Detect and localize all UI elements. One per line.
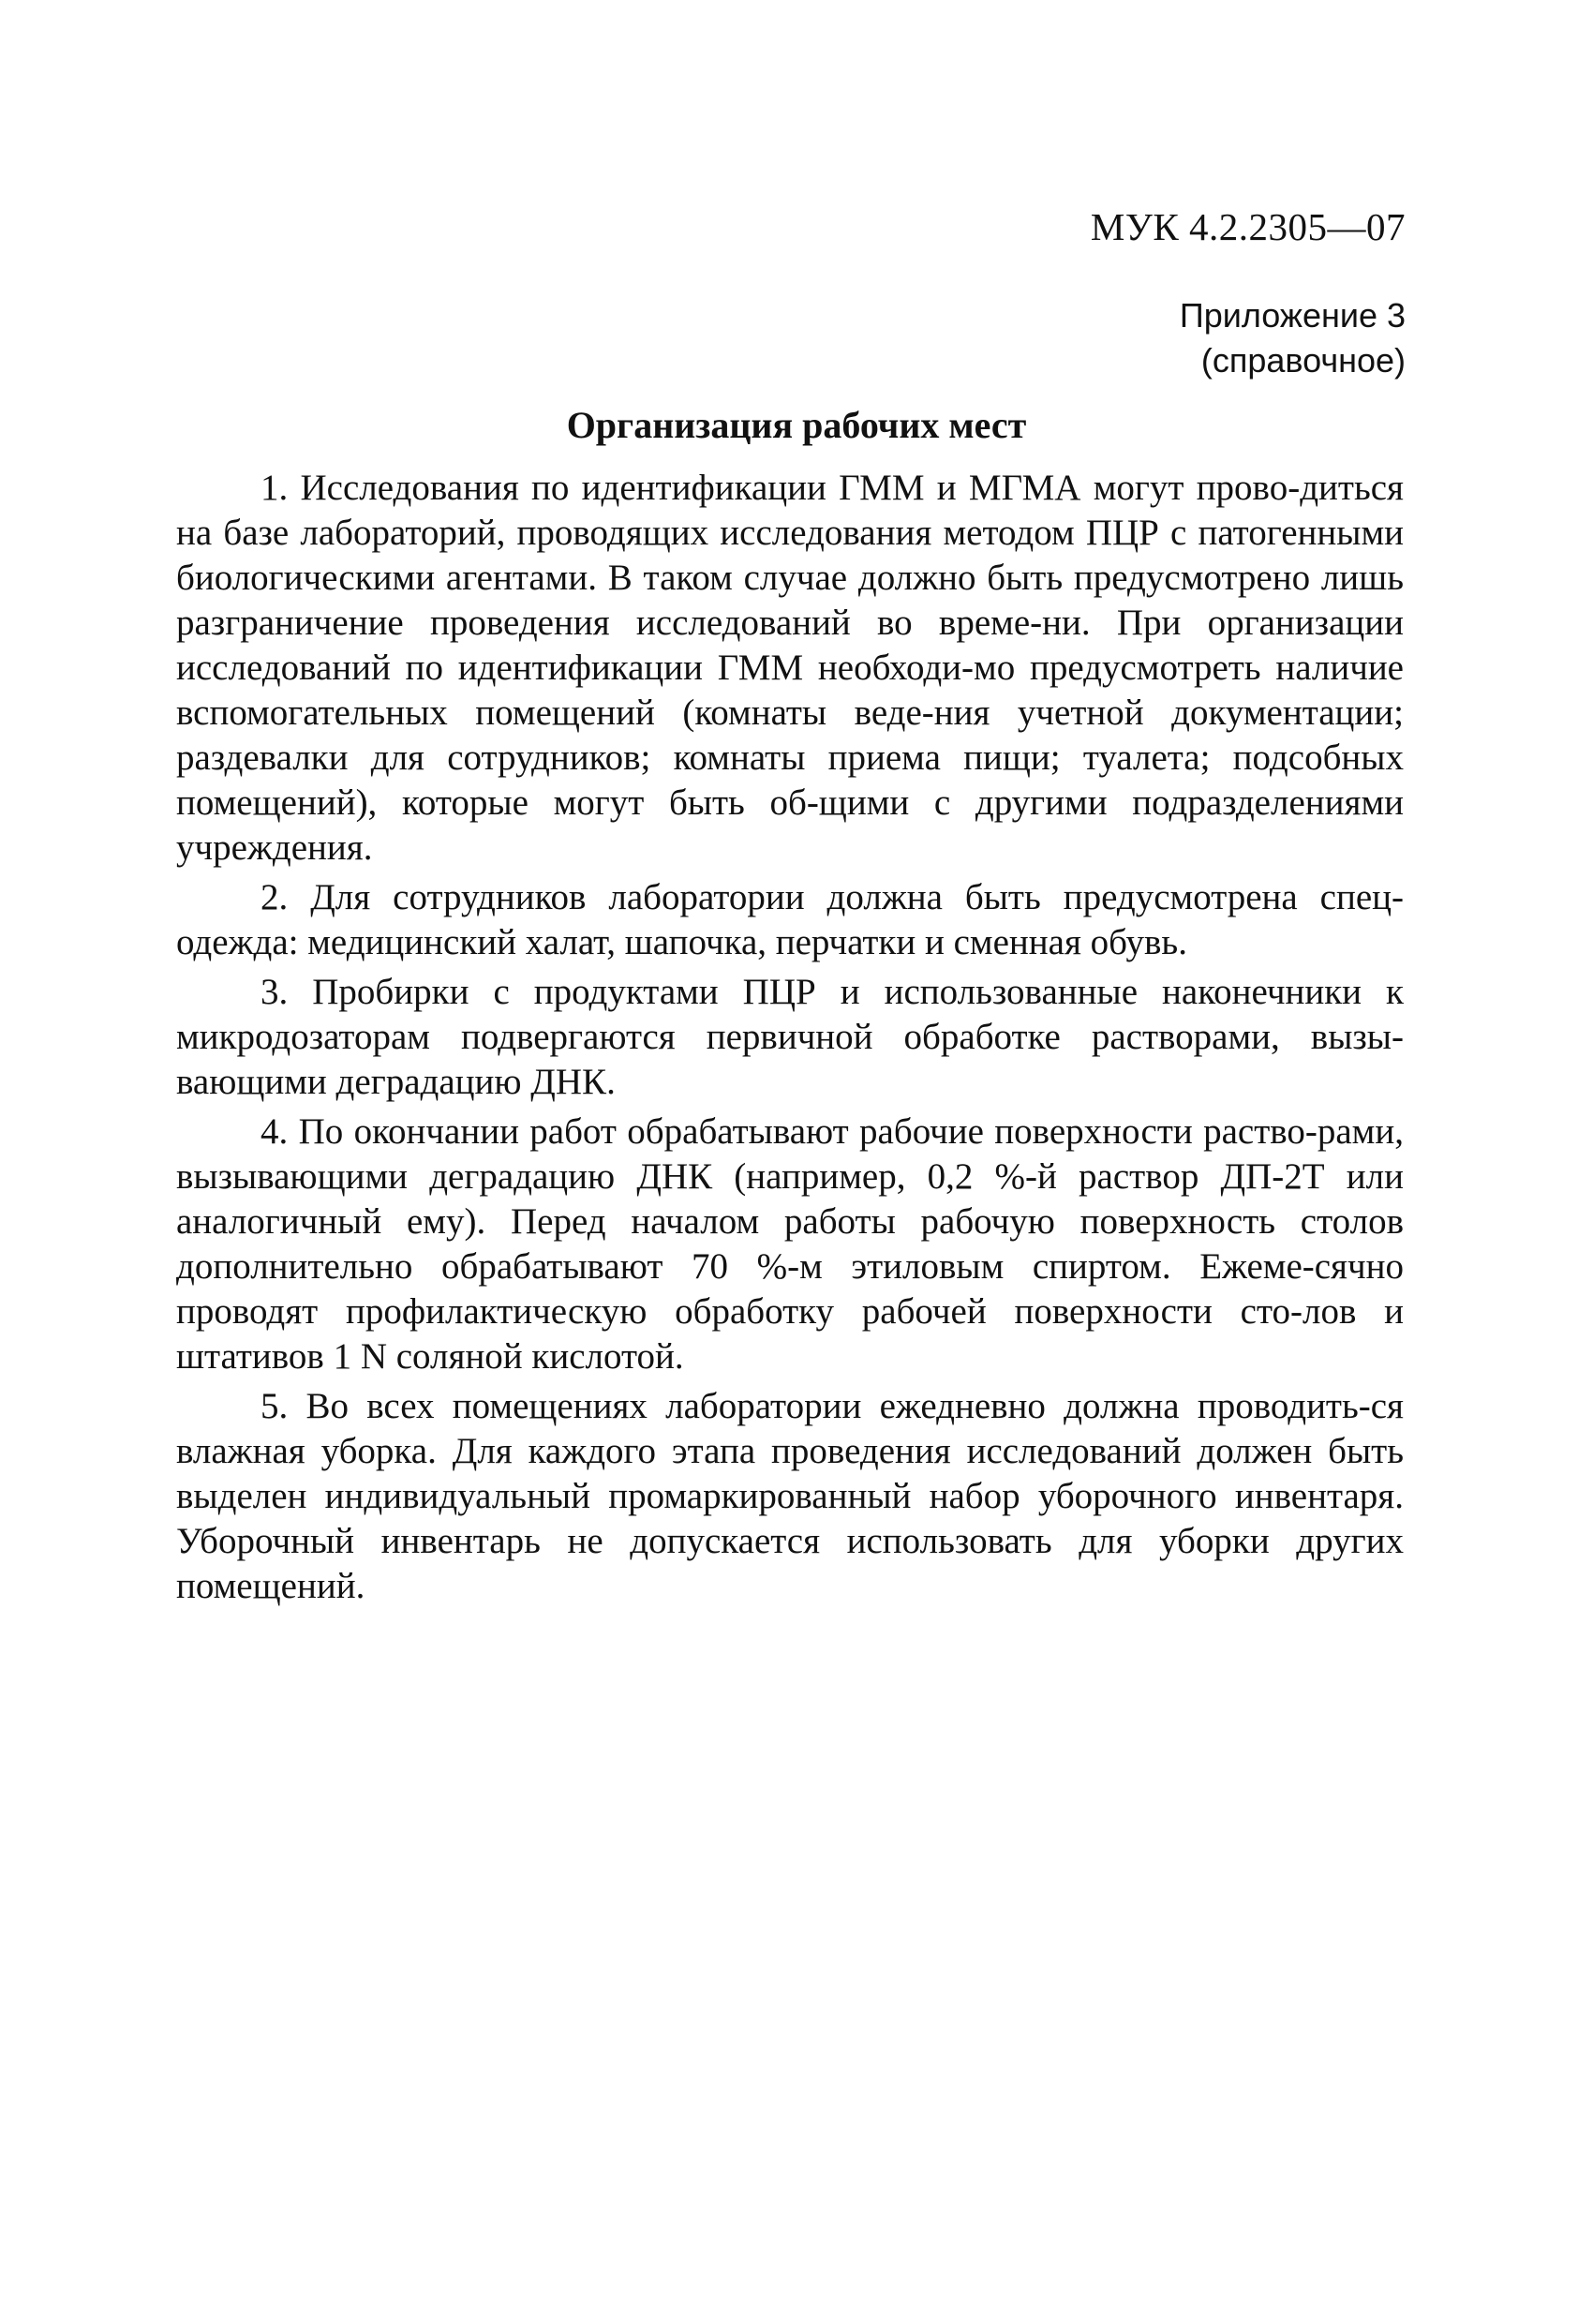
paragraph-2: 2. Для сотрудников лаборатории должна быть предусмотрена спец-одежда: медицинский халат, шапочка, перчатки и сменная обувь. <box>176 877 1404 962</box>
body-text <box>176 466 1404 1614</box>
paragraph-5: 5. Во всех помещениях лаборатории ежедневно должна проводить-ся влажная уборка. Для каждого этапа проведения исследований должен быть выделен индивидуальный промаркированный набор уборочного инвентаря. Уборочный инвентарь не допускается использовать для уборки других помещений. <box>176 1386 1404 1606</box>
appendix-label <box>1180 293 1406 383</box>
paragraph-4: 4. По окончании работ обрабатывают рабочие поверхности раство-рами, вызывающими деградацию ДНК (например, 0,2 %-й раствор ДП-2Т или аналогичный ему). Перед началом работы рабочую поверхность столов дополнительно обрабатывают 70 %-м этиловым спиртом. Ежеме-сячно проводят профилактическую обработку рабочей поверхности сто-лов и штативов 1 N соляной кислотой. <box>176 1111 1404 1377</box>
paragraph-1: 1. Исследования по идентификации ГММ и МГМА могут прово-диться на базе лабораторий, проводящих исследования методом ПЦР с патогенными биологическими агентами. В таком случае должно быть предусмотрено лишь разграничение проведения исследований во време-ни. При организации исследований по идентификации ГММ необходи-мо предусмотреть наличие вспомогательных помещений (комнаты веде-ния учетной документации; раздевалки для сотрудников; комнаты приема пищи; туалета; подсобных помещений), которые могут быть об-щими с другими подразделениями учреждения. <box>176 468 1404 868</box>
appendix-number: Приложение 3 <box>1179 296 1406 335</box>
paragraph-3: 3. Пробирки с продуктами ПЦР и использованные наконечники к микродозаторам подвергаются первичной обработке растворами, вызы-вающими деградацию ДНК. <box>176 972 1404 1102</box>
document-code: МУК 4.2.2305—07 <box>1090 205 1406 248</box>
appendix-type: (справочное) <box>1200 341 1406 380</box>
section-title: Организация рабочих мест <box>566 404 1027 446</box>
